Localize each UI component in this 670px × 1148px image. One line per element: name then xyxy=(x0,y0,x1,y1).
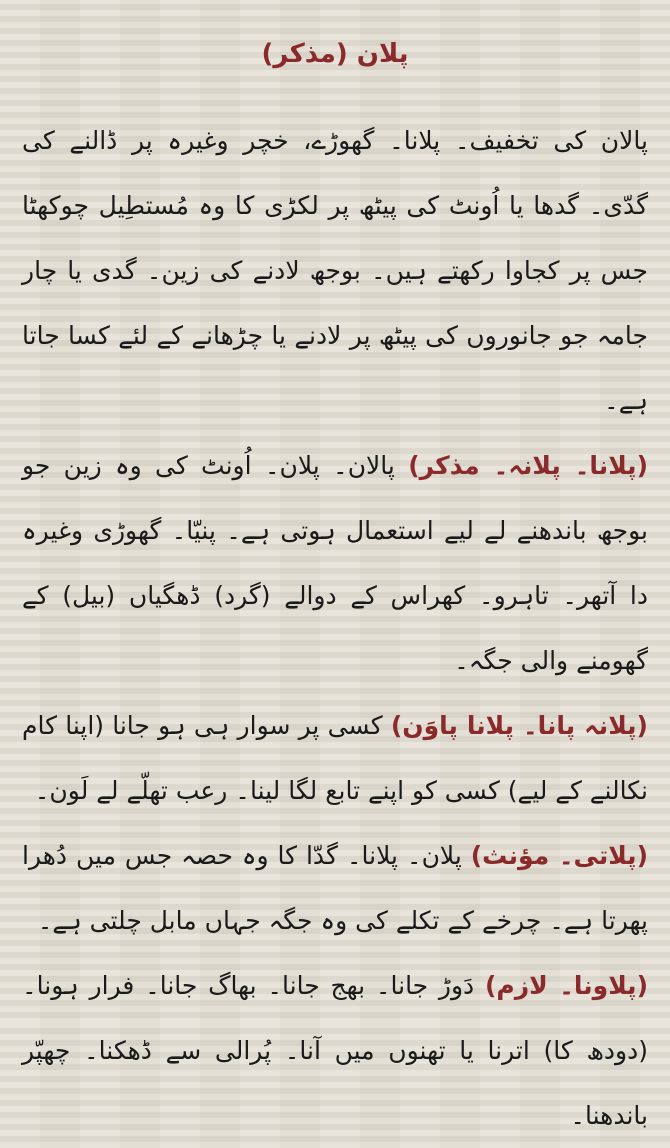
grammar-label: (پلاونا۔ لازم) xyxy=(484,971,648,1000)
sub-entry xyxy=(22,693,648,823)
sub-entry-text xyxy=(22,953,648,1148)
sub-entry-definition: کسی پر سوار ہی ہو جانا (اپنا کام نکالنے کے لیے) کسی کو اپنے تابع لگا لینا۔ رعب تھلّے لے لَون۔ xyxy=(22,711,648,805)
sub-entry xyxy=(22,433,648,693)
sub-entry xyxy=(22,953,648,1148)
grammar-label: (پلانہ پانا۔ پلانا پاوَن) xyxy=(390,711,648,740)
sub-entry-definition: پلان۔ پلانا۔ گدّا کا وہ حصہ جس میں دُھرا پھرتا ہے۔ چرخے کے تکلے کی وہ جگہ جہاں مابل چلتی ہے۔ xyxy=(22,841,648,935)
sub-entry-text xyxy=(22,693,648,823)
sub-entry-text xyxy=(22,823,648,953)
sub-entry xyxy=(22,823,648,953)
definition-paragraph xyxy=(22,108,648,433)
grammar-label: (پلانا۔ پلانہ۔ مذکر) xyxy=(408,451,648,480)
sub-entry-text xyxy=(22,433,648,693)
sub-entry-definition: پالان۔ پلان۔ اُونٹ کی وہ زین جو بوجھ باندھنے لے لیے استعمال ہوتی ہے۔ پنیّا۔ گھوڑی وغیرہ دا آتھر۔ تاہرو۔ کھراس کے دوالے (گرد) ڈھگیاں (بیل) کے گھومنے والی جگہ۔ xyxy=(22,451,648,675)
sub-entry-definition: دَوڑ جانا۔ بھج جانا۔ بھاگ جانا۔ فرار ہونا۔ (دودھ کا) اترنا یا تھنوں میں آنا۔ پُرالی سے ڈھکنا۔ چھپّر باندھنا۔ xyxy=(22,971,648,1130)
entry-title: پلان (مذکر) xyxy=(261,39,409,69)
grammar-label: (پلاتی۔ مؤنث) xyxy=(470,841,648,870)
definition-text: پالان کی تخفیف۔ پلانا۔ گھوڑے، خچر وغیرہ پر ڈالنے کی گدّی۔ گدھا یا اُونٹ کی پیٹھ پر لکڑی کا وہ مُستطِیل چوکھٹا جس پر کجاوا رکھتے ہیں۔ بوجھ لادنے کی زین۔ گدی یا چار جامہ جو جانوروں کی پیٹھ پر لادنے یا چڑھانے کے لئے کسا جاتا ہے۔ xyxy=(22,126,648,415)
